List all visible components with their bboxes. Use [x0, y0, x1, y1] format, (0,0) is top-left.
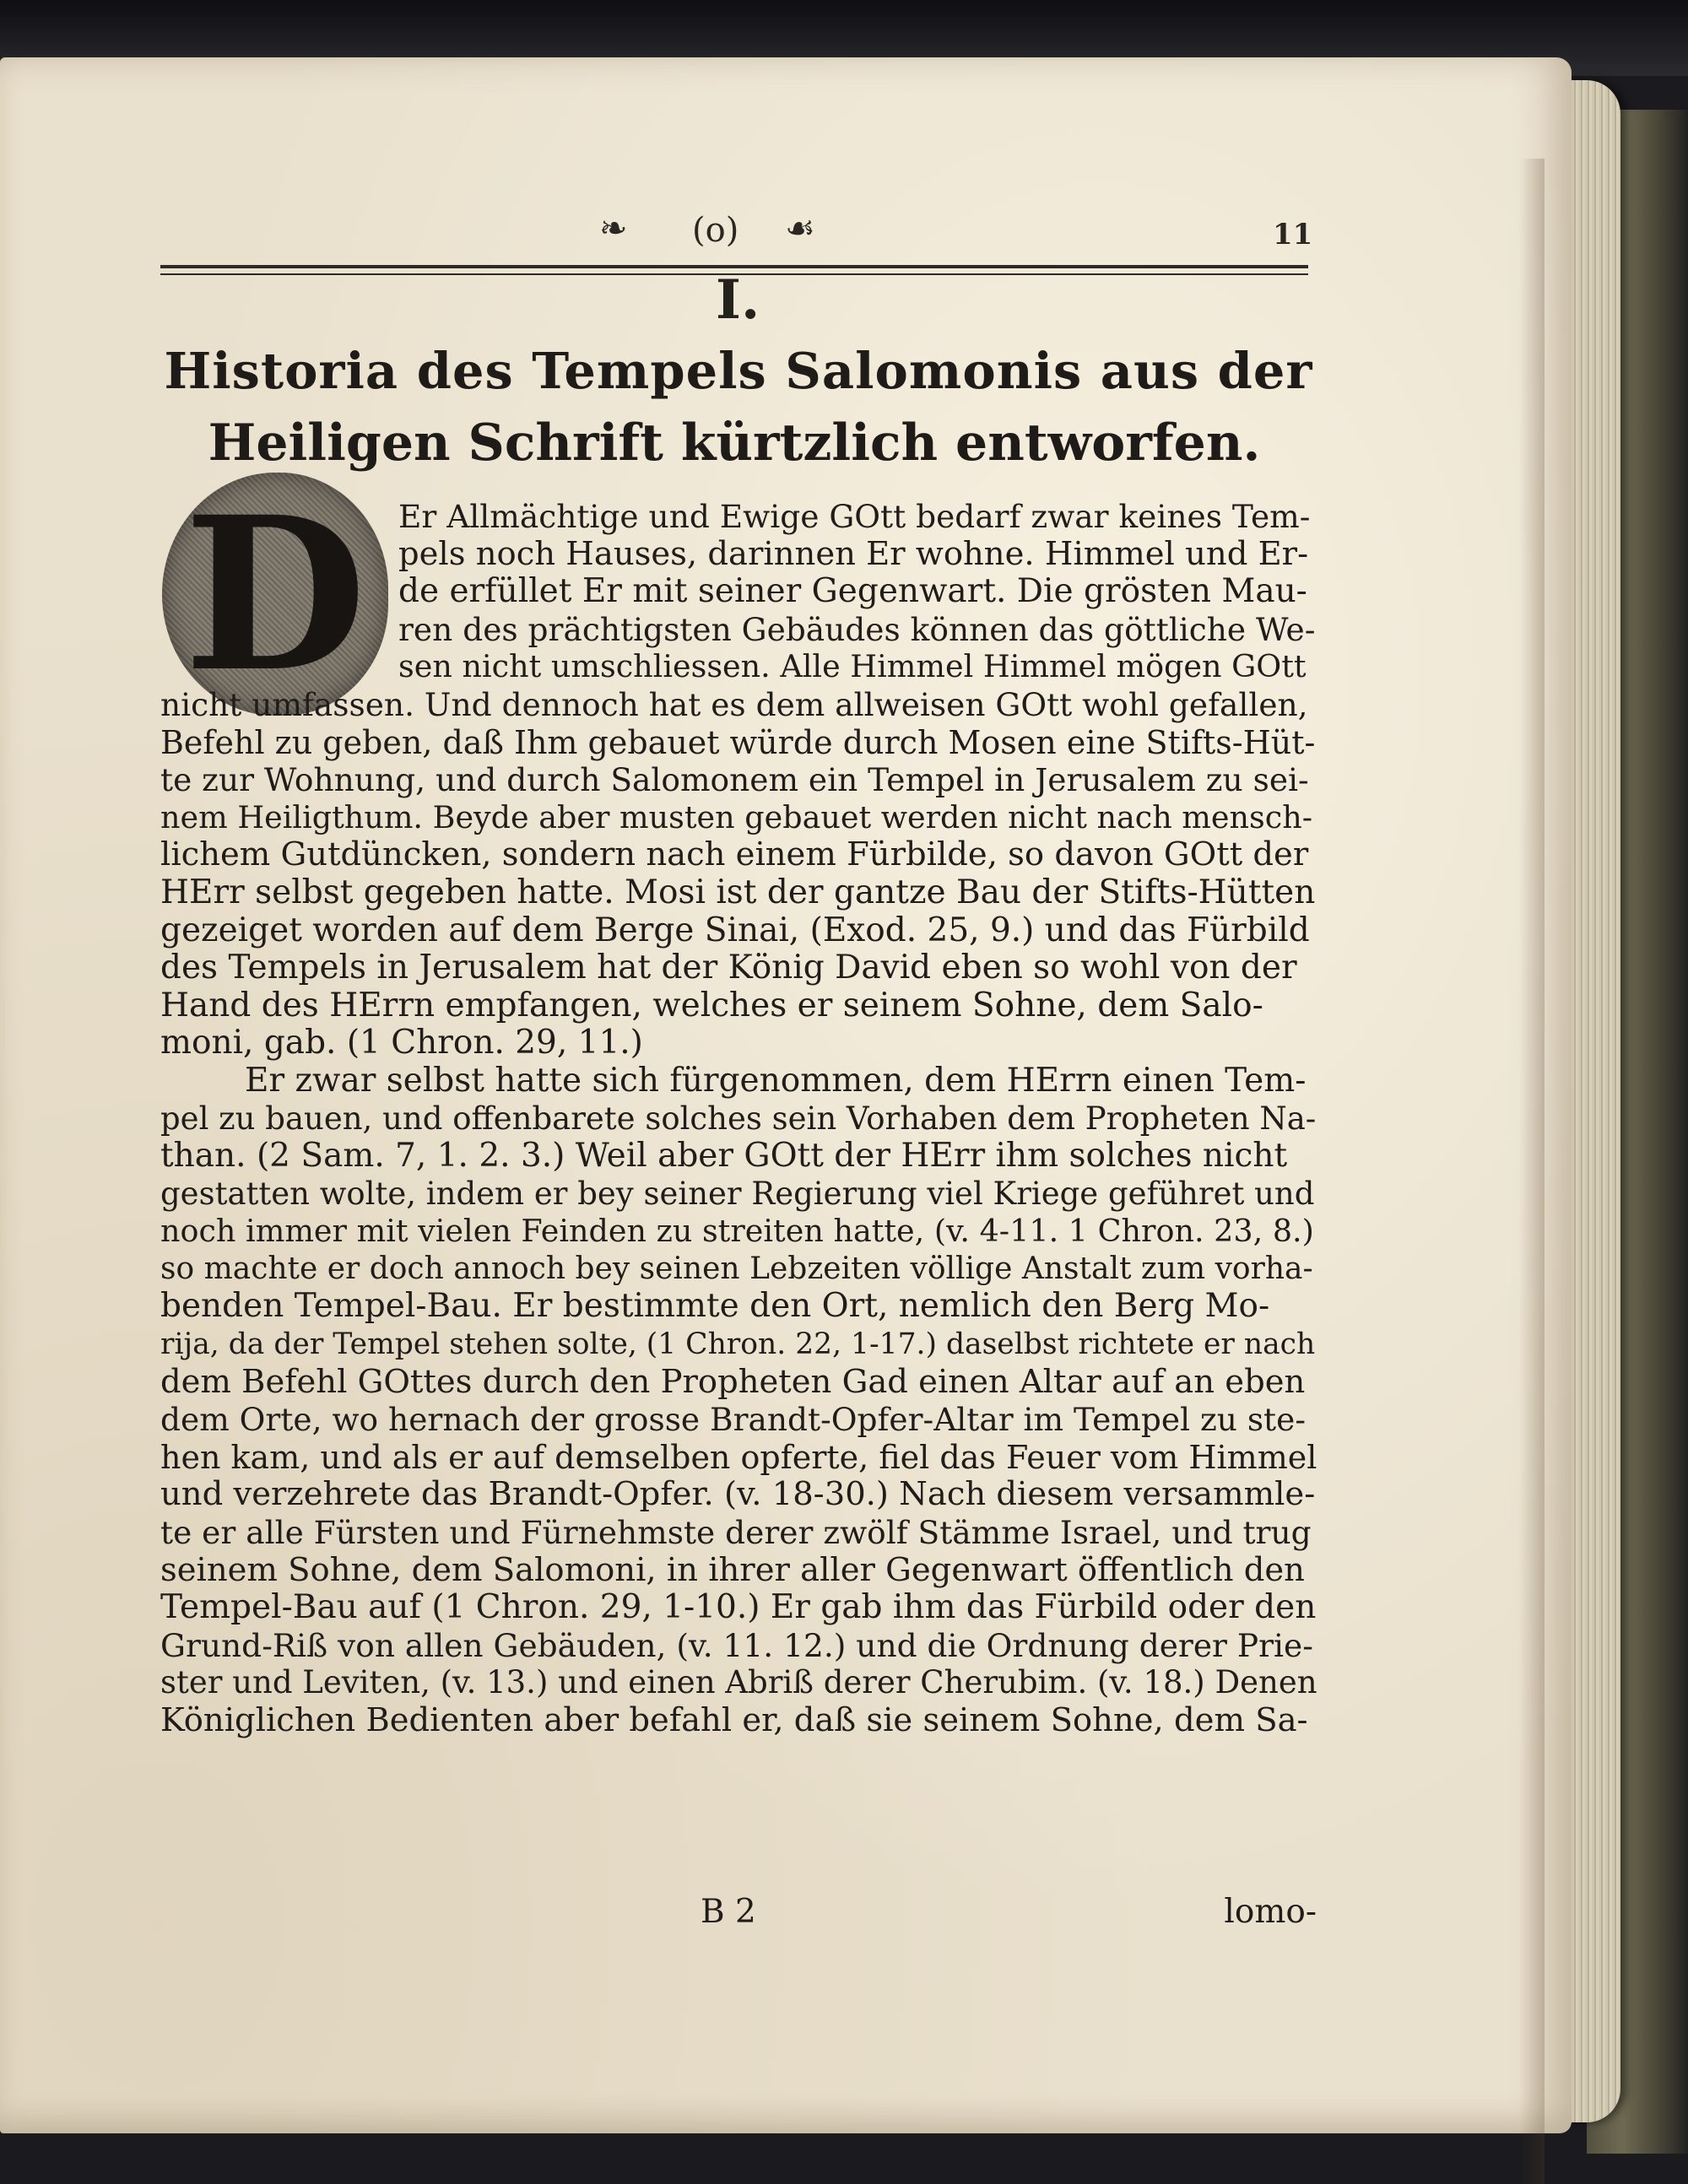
text-line: seinem Sohne, dem Salomoni, in ihrer aller Gegenwart öffentlich den [160, 1550, 1305, 1589]
text-line: te zur Wohnung, und durch Salomonem ein Tempel in Jerusalem zu sei- [160, 761, 1309, 799]
text-line: benden Tempel-Bau. Er bestimmte den Ort, nemlich den Berg Mo- [160, 1287, 1270, 1326]
text-line: rija, da der Tempel stehen solte, (1 Chron. 22, 1-17.) daselbst richtete er nach [160, 1327, 1316, 1362]
right-ornament-icon: ☙ [785, 209, 814, 248]
page-number: 11 [1273, 218, 1313, 251]
text-line: hen kam, und als er auf demselben opferte, fiel das Feuer vom Himmel [160, 1438, 1317, 1476]
text-line: des Tempels in Jerusalem hat der König David eben so wohl von der [160, 949, 1297, 987]
dropcap-letter: D [183, 470, 367, 718]
text-line: sen nicht umschliessen. Alle Himmel Himmel mögen GOtt [398, 648, 1307, 685]
text-line: than. (2 Sam. 7, 1. 2. 3.) Weil aber GOtt der HErr ihm solches nicht [160, 1137, 1288, 1176]
text-line: gezeiget worden auf dem Berge Sinai, (Exod. 25, 9.) und das Fürbild [160, 911, 1310, 949]
text-line: und verzehrete das Brandt-Opfer. (v. 18-30.) Nach diesem versammle- [160, 1475, 1316, 1514]
text-line: dem Orte, wo hernach der grosse Brandt-Opfer-Altar im Tempel zu ste- [160, 1401, 1306, 1439]
page-footer [160, 1893, 1317, 1932]
text-line: lichem Gutdüncken, sondern nach einem Fürbilde, so davon GOtt der [160, 835, 1309, 874]
text-line: Grund-Riß von allen Gebäuden, (v. 11. 12.) und die Ordnung derer Prie- [160, 1626, 1313, 1664]
chapter-title-line2: Heiligen Schrift kürtzlich entworfen. [208, 414, 1261, 473]
text-line: pels noch Hauses, darinnen Er wohne. Himmel und Er- [398, 534, 1309, 573]
text-line: nem Heiligthum. Beyde aber musten gebauet werden nicht nach mensch- [160, 798, 1313, 835]
chapter-title-line1: Historia des Tempels Salomonis aus der [164, 342, 1313, 400]
text-line: gestatten wolte, indem er bey seiner Regierung viel Kriege geführet und [160, 1175, 1315, 1212]
text-line: Königlichen Bedienten aber befahl er, daß sie seinem Sohne, dem Sa- [160, 1701, 1308, 1739]
left-ornament-icon: ❧ [599, 209, 626, 248]
running-header [160, 209, 1308, 257]
body-text [160, 498, 1317, 1740]
text-line: ren des prächtigsten Gebäudes können das göttliche We- [398, 610, 1316, 648]
text-line: dem Befehl GOttes durch den Propheten Gad einen Altar auf an eben [160, 1362, 1306, 1401]
text-line: so machte er doch annoch bey seinen Lebzeiten völlige Anstalt zum vorha- [160, 1251, 1313, 1286]
chapter-number: I. [716, 268, 760, 332]
catchword: lomo- [1224, 1893, 1317, 1931]
text-line: Tempel-Bau auf (1 Chron. 29, 1-10.) Er gab ihm das Fürbild oder den [160, 1588, 1317, 1627]
signature-mark: B 2 [701, 1893, 756, 1931]
text-line: de erfüllet Er mit seiner Gegenwart. Die grösten Mau- [398, 572, 1307, 611]
page-fold-shadow [1519, 159, 1545, 2184]
text-line: pel zu bauen, und offenbarete solches sein Vorhaben dem Propheten Na- [160, 1100, 1317, 1137]
text-line: Befehl zu geben, daß Ihm gebauet würde durch Mosen eine Stifts-Hüt- [160, 723, 1316, 761]
text-line: Er zwar selbst hatte sich fürgenommen, dem HErrn einen Tem- [245, 1061, 1307, 1100]
text-line: Hand des HErrn empfangen, welches er seinem Sohne, dem Salo- [160, 986, 1263, 1024]
text-line: nicht umfassen. Und dennoch hat es dem allweisen GOtt wohl gefallen, [160, 685, 1308, 723]
text-line: moni, gab. (1 Chron. 29, 11.) [160, 1024, 643, 1062]
text-line: Er Allmächtige und Ewige GOtt bedarf zwar keines Tem- [398, 498, 1311, 535]
text-line: noch immer mit vielen Feinden zu streiten hatte, (v. 4-11. 1 Chron. 23, 8.) [160, 1213, 1314, 1250]
text-line: te er alle Fürsten und Fürnehmste derer zwölf Stämme Israel, und trug [160, 1514, 1312, 1552]
text-line: HErr selbst gegeben hatte. Mosi ist der gantze Bau der Stifts-Hütten [160, 873, 1316, 911]
header-mark: (o) [692, 211, 739, 250]
text-line: ster und Leviten, (v. 13.) und einen Abriß derer Cherubim. (v. 18.) Denen [160, 1664, 1317, 1701]
